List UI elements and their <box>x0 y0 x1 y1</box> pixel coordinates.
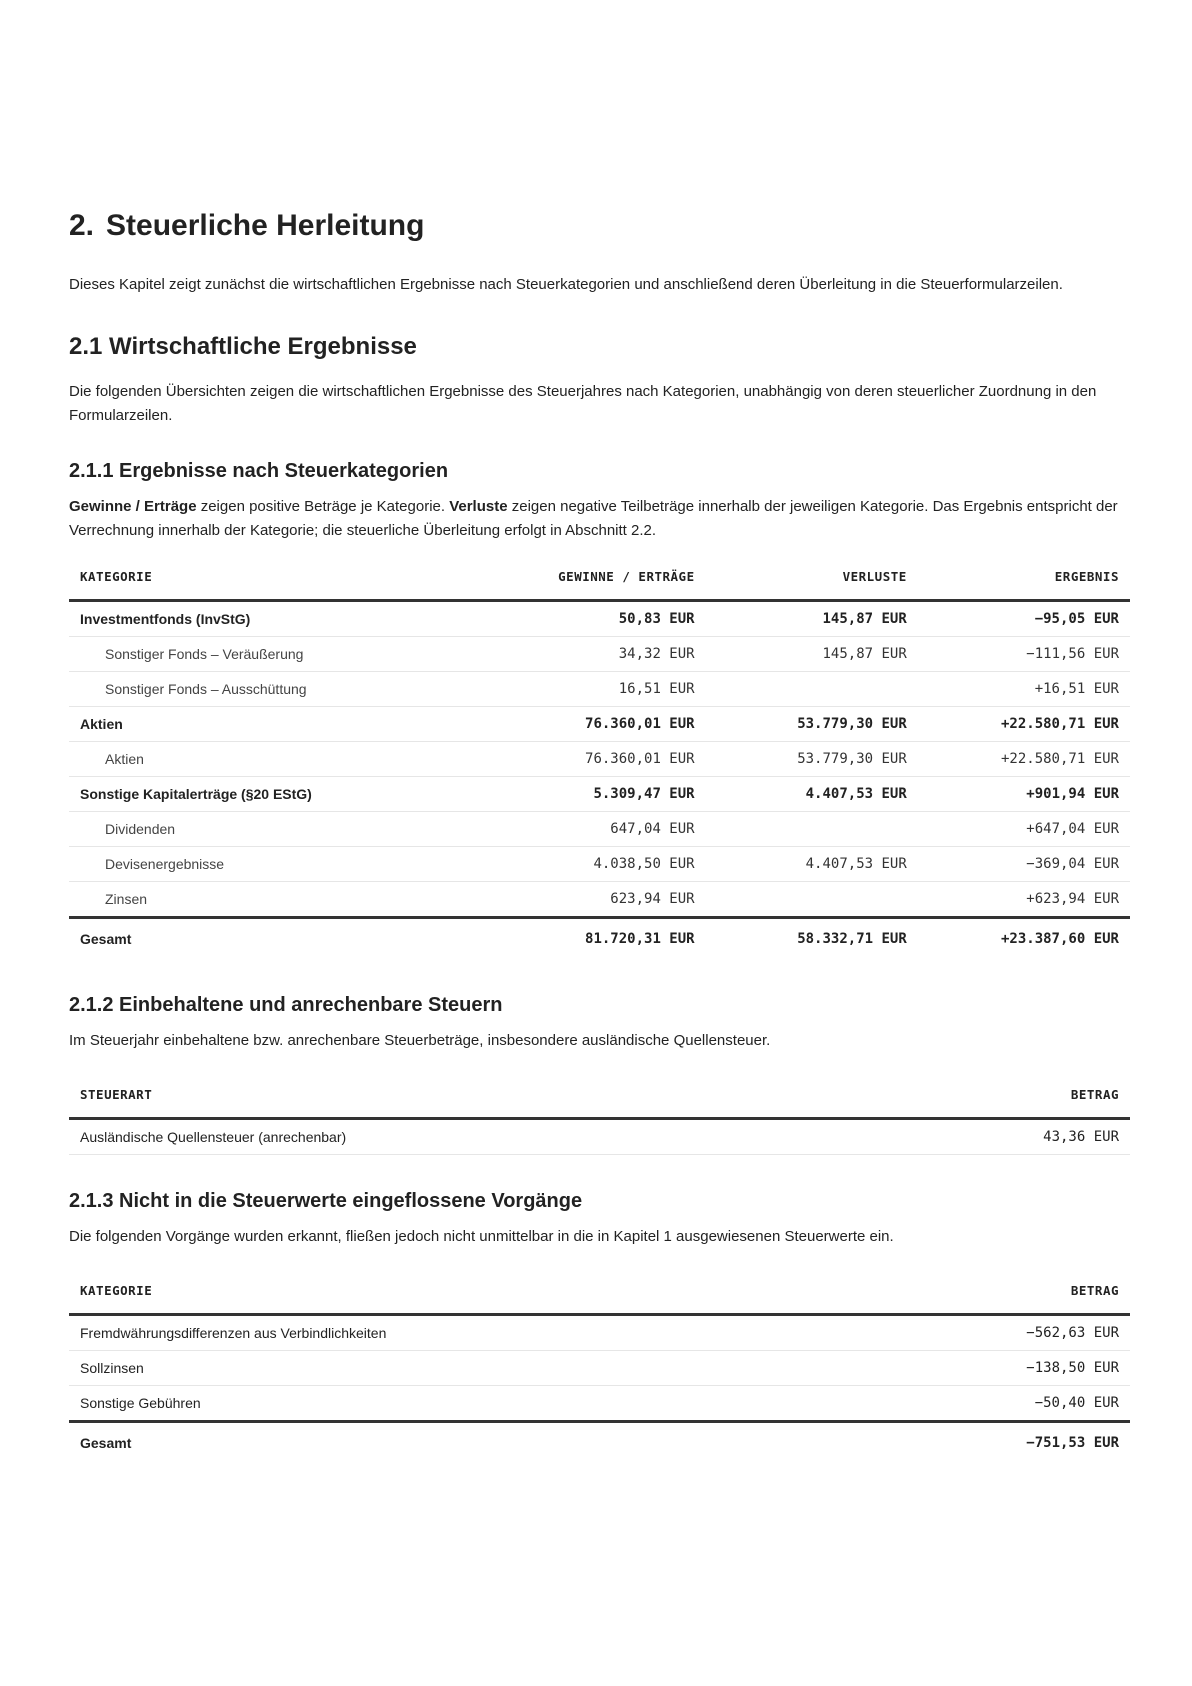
header-losses: VERLUSTE <box>706 555 918 601</box>
table-row <box>69 1385 1130 1421</box>
section-2-1-3-title: 2.1.3 Nicht in die Steuerwerte eingeflossene Vorgänge <box>69 1189 583 1212</box>
row-gains: 5.309,47 EUR <box>472 776 705 811</box>
text-bold-losses: Verluste <box>449 497 508 515</box>
row-amount: −562,63 EUR <box>855 1314 1130 1350</box>
row-label: Sonstige Gebühren <box>69 1385 855 1421</box>
row-result: +623,94 EUR <box>918 881 1130 917</box>
row-gains: 50,83 EUR <box>472 600 705 636</box>
row-label: Aktien <box>69 706 472 741</box>
row-label: Investmentfonds (InvStG) <box>69 600 472 636</box>
row-label: Aktien <box>69 741 472 776</box>
row-label: Sonstige Kapitalerträge (§20 EStG) <box>69 776 472 811</box>
row-result: +22.580,71 EUR <box>918 741 1130 776</box>
row-result: +901,94 EUR <box>918 776 1130 811</box>
withholding-tax-table <box>69 1073 1130 1155</box>
total-result: +23.387,60 EUR <box>918 917 1130 959</box>
section-2-1-1-title: 2.1.1 Ergebnisse nach Steuerkategorien <box>69 459 449 482</box>
table-header-row <box>69 555 1130 601</box>
row-gains: 76.360,01 EUR <box>472 741 705 776</box>
text-part-2: zeigen negative Teilbeträge innerhalb der jeweiligen Kategorie. Das Ergebnis entspricht der Verrechnung innerhalb der Kategorie; die steuerliche Überleitung erfolgt in Abschnitt 2.2. <box>69 497 1118 539</box>
section-2-1-text: Die folgenden Übersichten zeigen die wirtschaftlichen Ergebnisse des Steuerjahres nach Kategorien, unabhängig von deren steuerlicher Zuordnung in den Formularzeilen. <box>69 382 1097 424</box>
section-2-1-2-title: 2.1.2 Einbehaltene und anrechenbare Steuern <box>69 993 503 1016</box>
total-amount: −751,53 EUR <box>855 1421 1130 1463</box>
row-result: +16,51 EUR <box>918 671 1130 706</box>
header-amount: BETRAG <box>855 1269 1130 1315</box>
row-losses <box>706 671 918 706</box>
header-category: KATEGORIE <box>69 555 472 601</box>
row-losses: 145,87 EUR <box>706 636 918 671</box>
row-losses: 53.779,30 EUR <box>706 741 918 776</box>
section-2-1-title: 2.1 Wirtschaftliche Ergebnisse <box>69 333 417 360</box>
table-row <box>69 1118 1130 1154</box>
row-label: Sollzinsen <box>69 1350 855 1385</box>
table-header-row <box>69 1073 1130 1119</box>
row-label: Sonstiger Fonds – Ausschüttung <box>69 671 472 706</box>
chapter-intro: Dieses Kapitel zeigt zunächst die wirtschaftlichen Ergebnisse nach Steuerkategorien und anschließend deren Überleitung in die Steuerformularzeilen. <box>69 276 1063 293</box>
row-result: +22.580,71 EUR <box>918 706 1130 741</box>
text-part-1: zeigen positive Beträge je Kategorie. <box>196 497 450 515</box>
header-category: KATEGORIE <box>69 1269 855 1315</box>
section-2-1-3-text: Die folgenden Vorgänge wurden erkannt, fließen jedoch nicht unmittelbar in die in Kapitel 1 ausgewiesenen Steuerwerte ein. <box>69 1227 894 1245</box>
row-result: +647,04 EUR <box>918 811 1130 846</box>
category-sub-row <box>69 846 1130 881</box>
row-result: −369,04 EUR <box>918 846 1130 881</box>
row-gains: 647,04 EUR <box>472 811 705 846</box>
row-gains: 34,32 EUR <box>472 636 705 671</box>
header-result: ERGEBNIS <box>918 555 1130 601</box>
chapter-number: 2. <box>69 209 95 242</box>
category-group-row <box>69 776 1130 811</box>
excluded-table-body <box>69 1314 1130 1421</box>
row-amount: −138,50 EUR <box>855 1350 1130 1385</box>
category-sub-row <box>69 811 1130 846</box>
category-table-body <box>69 600 1130 917</box>
category-group-row <box>69 706 1130 741</box>
row-losses: 53.779,30 EUR <box>706 706 918 741</box>
category-sub-row <box>69 881 1130 917</box>
category-sub-row <box>69 671 1130 706</box>
chapter-title: Steuerliche Herleitung <box>106 209 425 242</box>
row-losses: 4.407,53 EUR <box>706 846 918 881</box>
table-row <box>69 1350 1130 1385</box>
table-header-row <box>69 1269 1130 1315</box>
row-result: −111,56 EUR <box>918 636 1130 671</box>
header-gains: GEWINNE / ERTRÄGE <box>472 555 705 601</box>
section-2-1-2-text: Im Steuerjahr einbehaltene bzw. anrechenbare Steuerbeträge, insbesondere ausländische Quellensteuer. <box>69 1031 771 1049</box>
row-label: Fremdwährungsdifferenzen aus Verbindlichkeiten <box>69 1314 855 1350</box>
row-result: −95,05 EUR <box>918 600 1130 636</box>
row-label: Devisenergebnisse <box>69 846 472 881</box>
row-amount: −50,40 EUR <box>855 1385 1130 1421</box>
section-2-1-1-text <box>69 495 1123 543</box>
header-tax-type: STEUERART <box>69 1073 861 1119</box>
total-label: Gesamt <box>69 1421 855 1463</box>
table-total-row <box>69 1421 1130 1463</box>
category-sub-row <box>69 636 1130 671</box>
category-sub-row <box>69 741 1130 776</box>
row-gains: 4.038,50 EUR <box>472 846 705 881</box>
row-losses <box>706 811 918 846</box>
row-losses <box>706 881 918 917</box>
total-gains: 81.720,31 EUR <box>472 917 705 959</box>
row-label: Zinsen <box>69 881 472 917</box>
total-losses: 58.332,71 EUR <box>706 917 918 959</box>
header-amount: BETRAG <box>861 1073 1130 1119</box>
chapter-heading <box>69 208 1123 244</box>
category-results-table <box>69 555 1130 959</box>
row-gains: 76.360,01 EUR <box>472 706 705 741</box>
row-gains: 623,94 EUR <box>472 881 705 917</box>
tax-table-body <box>69 1118 1130 1154</box>
row-label: Ausländische Quellensteuer (anrechenbar) <box>69 1118 861 1154</box>
row-gains: 16,51 EUR <box>472 671 705 706</box>
table-row <box>69 1314 1130 1350</box>
text-bold-gains: Gewinne / Erträge <box>69 497 197 515</box>
row-losses: 145,87 EUR <box>706 600 918 636</box>
category-group-row <box>69 600 1130 636</box>
excluded-transactions-table <box>69 1269 1130 1463</box>
row-amount: 43,36 EUR <box>861 1118 1130 1154</box>
row-label: Dividenden <box>69 811 472 846</box>
table-total-row <box>69 917 1130 959</box>
row-label: Sonstiger Fonds – Veräußerung <box>69 636 472 671</box>
total-label: Gesamt <box>69 917 472 959</box>
row-losses: 4.407,53 EUR <box>706 776 918 811</box>
